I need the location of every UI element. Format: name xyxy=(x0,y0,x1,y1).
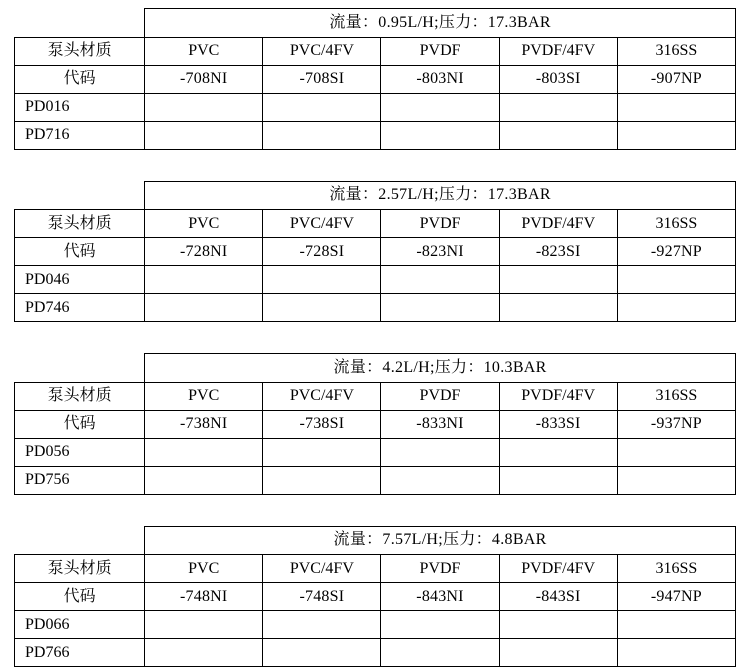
code-row-label: 代码 xyxy=(15,410,145,438)
table-code-row xyxy=(15,65,736,93)
flow-pressure-title: 流量：0.95L/H;压力：17.3BAR xyxy=(145,9,736,38)
material-header-cell: PVDF xyxy=(381,555,499,583)
code-cell: -803SI xyxy=(499,65,617,93)
material-header-cell: PVDF xyxy=(381,382,499,410)
model-value-cell xyxy=(381,438,499,466)
table-row xyxy=(15,611,736,639)
table-row xyxy=(15,294,736,322)
title-spacer xyxy=(15,181,145,210)
material-header-cell: PVDF/4FV xyxy=(499,555,617,583)
model-value-cell xyxy=(263,266,381,294)
material-header-cell: PVC/4FV xyxy=(263,382,381,410)
code-cell: -843SI xyxy=(499,583,617,611)
table-row xyxy=(15,121,736,149)
code-row-label: 代码 xyxy=(15,65,145,93)
material-header-cell: PVDF xyxy=(381,210,499,238)
table-title-row xyxy=(15,526,736,555)
model-value-cell xyxy=(145,438,263,466)
code-cell: -833SI xyxy=(499,410,617,438)
model-value-cell xyxy=(145,466,263,494)
model-value-cell xyxy=(381,266,499,294)
code-cell: -803NI xyxy=(381,65,499,93)
material-header-cell: 316SS xyxy=(617,382,735,410)
model-value-cell xyxy=(499,93,617,121)
table-row xyxy=(15,639,736,667)
model-value-cell xyxy=(145,294,263,322)
material-header-cell: PVDF xyxy=(381,37,499,65)
model-value-cell xyxy=(145,639,263,667)
table-title-row xyxy=(15,9,736,38)
code-cell: -843NI xyxy=(381,583,499,611)
table-row xyxy=(15,93,736,121)
table-row xyxy=(15,266,736,294)
table-code-row xyxy=(15,410,736,438)
material-header-cell: PVC/4FV xyxy=(263,210,381,238)
model-value-cell xyxy=(381,611,499,639)
title-spacer xyxy=(15,526,145,555)
model-value-cell xyxy=(263,639,381,667)
model-row-label: PD756 xyxy=(15,466,145,494)
material-header-cell: PVC xyxy=(145,555,263,583)
model-value-cell xyxy=(617,294,735,322)
table-row xyxy=(15,438,736,466)
model-value-cell xyxy=(617,438,735,466)
model-value-cell xyxy=(499,438,617,466)
model-value-cell xyxy=(145,93,263,121)
table-row xyxy=(15,466,736,494)
table-code-row xyxy=(15,583,736,611)
model-row-label: PD016 xyxy=(15,93,145,121)
table-header-row xyxy=(15,382,736,410)
code-cell: -833NI xyxy=(381,410,499,438)
model-row-label: PD746 xyxy=(15,294,145,322)
model-value-cell xyxy=(145,266,263,294)
model-value-cell xyxy=(499,294,617,322)
code-cell: -823NI xyxy=(381,238,499,266)
spec-table xyxy=(14,526,736,668)
code-cell: -748SI xyxy=(263,583,381,611)
header-label-pump-material: 泵头材质 xyxy=(15,555,145,583)
code-cell: -748NI xyxy=(145,583,263,611)
spec-table xyxy=(14,353,736,495)
table-title-row xyxy=(15,354,736,383)
table-header-row xyxy=(15,210,736,238)
code-cell: -947NP xyxy=(617,583,735,611)
model-value-cell xyxy=(499,639,617,667)
code-row-label: 代码 xyxy=(15,583,145,611)
model-row-label: PD046 xyxy=(15,266,145,294)
material-header-cell: PVC/4FV xyxy=(263,37,381,65)
material-header-cell: PVDF/4FV xyxy=(499,382,617,410)
model-value-cell xyxy=(381,294,499,322)
flow-pressure-title: 流量：4.2L/H;压力：10.3BAR xyxy=(145,354,736,383)
model-value-cell xyxy=(381,121,499,149)
code-cell: -728NI xyxy=(145,238,263,266)
code-cell: -937NP xyxy=(617,410,735,438)
model-value-cell xyxy=(381,639,499,667)
material-header-cell: PVC xyxy=(145,382,263,410)
table-title-row xyxy=(15,181,736,210)
material-header-cell: PVC/4FV xyxy=(263,555,381,583)
model-value-cell xyxy=(499,611,617,639)
model-value-cell xyxy=(263,294,381,322)
header-label-pump-material: 泵头材质 xyxy=(15,210,145,238)
model-value-cell xyxy=(145,611,263,639)
material-header-cell: PVDF/4FV xyxy=(499,37,617,65)
table-header-row xyxy=(15,37,736,65)
model-value-cell xyxy=(499,266,617,294)
material-header-cell: PVC xyxy=(145,210,263,238)
material-header-cell: PVC xyxy=(145,37,263,65)
code-cell: -738SI xyxy=(263,410,381,438)
model-row-label: PD056 xyxy=(15,438,145,466)
material-header-cell: 316SS xyxy=(617,210,735,238)
model-value-cell xyxy=(381,466,499,494)
model-row-label: PD766 xyxy=(15,639,145,667)
model-value-cell xyxy=(617,466,735,494)
material-header-cell: PVDF/4FV xyxy=(499,210,617,238)
table-code-row xyxy=(15,238,736,266)
code-row-label: 代码 xyxy=(15,238,145,266)
code-cell: -907NP xyxy=(617,65,735,93)
code-cell: -728SI xyxy=(263,238,381,266)
code-cell: -927NP xyxy=(617,238,735,266)
model-value-cell xyxy=(263,466,381,494)
model-value-cell xyxy=(145,121,263,149)
header-label-pump-material: 泵头材质 xyxy=(15,37,145,65)
code-cell: -708SI xyxy=(263,65,381,93)
material-header-cell: 316SS xyxy=(617,37,735,65)
flow-pressure-title: 流量：2.57L/H;压力：17.3BAR xyxy=(145,181,736,210)
model-value-cell xyxy=(263,438,381,466)
flow-pressure-title: 流量：7.57L/H;压力：4.8BAR xyxy=(145,526,736,555)
material-header-cell: 316SS xyxy=(617,555,735,583)
model-row-label: PD066 xyxy=(15,611,145,639)
model-value-cell xyxy=(617,639,735,667)
code-cell: -823SI xyxy=(499,238,617,266)
spec-table xyxy=(14,8,736,150)
model-value-cell xyxy=(617,611,735,639)
title-spacer xyxy=(15,354,145,383)
code-cell: -738NI xyxy=(145,410,263,438)
model-value-cell xyxy=(617,266,735,294)
model-row-label: PD716 xyxy=(15,121,145,149)
title-spacer xyxy=(15,9,145,38)
model-value-cell xyxy=(263,611,381,639)
model-value-cell xyxy=(499,466,617,494)
spec-table xyxy=(14,181,736,323)
code-cell: -708NI xyxy=(145,65,263,93)
table-header-row xyxy=(15,555,736,583)
header-label-pump-material: 泵头材质 xyxy=(15,382,145,410)
model-value-cell xyxy=(381,93,499,121)
model-value-cell xyxy=(263,121,381,149)
model-value-cell xyxy=(499,121,617,149)
model-value-cell xyxy=(617,121,735,149)
model-value-cell xyxy=(263,93,381,121)
model-value-cell xyxy=(617,93,735,121)
